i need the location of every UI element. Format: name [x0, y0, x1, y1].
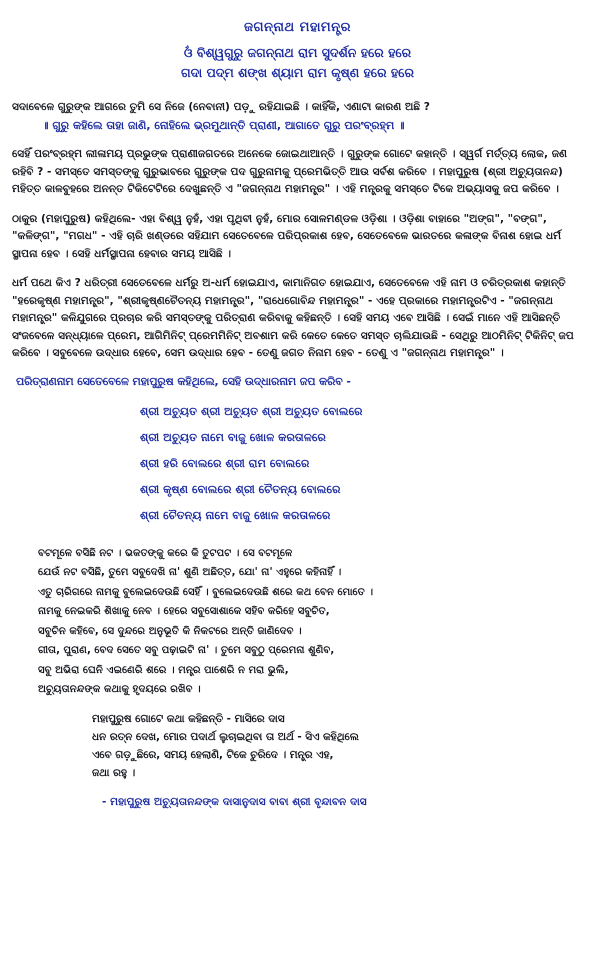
poem-block — [12, 544, 583, 700]
closing-block — [12, 710, 583, 782]
chant-line: ଶ୍ରୀ ଚୈତନ୍ୟ ନାମେ ବାଜୁ ଖୋଳ କରତାଳରେ — [140, 508, 331, 522]
paragraph-4: ଧର୍ମ ପଥେ କିଏ ? ଧରିତ୍ରୀ ସେତେବେଳେ ଧର୍ମରୁ ଅ-ଧର୍ମ ହୋଇଯାଏ, କାମାନିଗତ ହୋଇଯାଏ, ସେତେବେଳେ ଏହି ନାମ ଓ ଚରିତ୍ରକାଶ କହାନ୍ତି "ହରେକୃଷ୍ଣ ମହାମନ୍ତ୍ର", "ଶ୍ରୀକୃଷ୍ଣଚୈତନ୍ୟ ମହାମନ୍ତ୍ର", "ରାଧେଗୋବିନ୍ଦ ମହାମନ୍ତ୍ର" - ଏହେ ପ୍ରକାରେ ମହାମନ୍ତ୍ରଟିଏ - "ଜଗନ୍ନାଥ ମହାମନ୍ତ୍ର" କଳିଯୁଗରେ ପ୍ରଚାର କରି ସମସ୍ତଙ୍କୁ ପରିତ୍ରାଣ କରିବାକୁ କହିଛନ୍ତି । ସେହି ସମୟ ଏବେ ଆସିଛି । ସେଇଁ ମାନେ ଏହି ଆସିଛନ୍ତି ସଂଜବେଳେ ସନ୍ଧ୍ୟାଳେ ପ୍ରେମ, ଆଗିମିନିଟ୍ ପ୍ରେମମିନିଟ୍ ଅବଶାମ କରି କେତେ କେତେ ସମସ୍ତ ଚାଲିଯାଉଛି - ସେଥିରୁ ଆଠମିନିଟ୍ ଟିକିନିଟ୍ ଜପ କରିବେ । ସବୁବେଳେ ଉଦ୍ଧାର ହେବେ, ସେମ ଉଦ୍ଧାର ହେବ - ତେଣୁ ଜଗତ ନିନାମ ହେବ - ତେଣୁ ଏ "ଜଗନ୍ନାଥ ମହାମନ୍ତ୍ର" । — [12, 277, 574, 359]
closing-line: ଜଥା ରହୁ । — [92, 766, 136, 779]
chant-line: ଶ୍ରୀ ହରି ବୋଲରେ ଶ୍ରୀ ରାମ ବୋଲରେ — [140, 456, 310, 470]
mantra-line: ଓଁ ବିଶ୍ୱଗୁରୁ ଜଗନ୍ନାଥ ରାମ ସୁଦର୍ଶନ ହରେ ହରେ — [183, 45, 412, 60]
chant-line: ଶ୍ରୀ କୃଷ୍ଣ ବୋଲରେ ଶ୍ରୀ ଚୈତନ୍ୟ ବୋଲରେ — [140, 482, 341, 496]
poem-line: ନାମକୁ ନେଇକରି ଶିଖାକୁ ନେବ । ହେରେ ସବୁସୋଶାକେ ସହିବ କରିହେ ସବୁଚିତ, — [38, 606, 330, 617]
poem-line: ଯେଉଁ ନଟ ବସିଛି, ତୁମେ ସବୁଦେଖି ନା' ଶୁଣି ଅଛିତ୍ତ, ଯୋ' ନା' ଏହୁରେ କହିନାହିଁ । — [38, 567, 342, 578]
closing-line: ଧନ ରତ୍ନ ଦେଖ, ମୋର ପଦାର୍ଥ ଲୁଚାଇଥିବା ତା ଅର୍ଥ - ସିଏ କହିଥିଲେ — [92, 730, 359, 743]
document-title: ଜଗନ୍ନାଥ ମହାମନ୍ତ୍ର — [244, 20, 351, 35]
guru-quote: ॥ ଗୁରୁ କହିଲେ ତାହା ଜାଣି, ନୋହିଲେ ଭ୍ରମୁଥାନ୍ତି ପ୍ରାଣୀ, ଆଗାତେ ଗୁରୁ ପରଂବ୍ରହ୍ମ ॥ — [42, 118, 405, 132]
closing-line: ମହାପୁରୁଷ ଗୋଟେ କଥା କହିଛନ୍ତି - ମାସିରେ ଦାସ — [92, 712, 285, 725]
author-signature: - ମହାପୁରୁଷ ଅଚ୍ୟୁତାନନ୍ଦଙ୍କ ଦାସାନୁଦାସ ବାବା ଶ୍ରୀ ବୃନ୍ଦାବନ ଦାସ — [102, 795, 367, 808]
chant-intro: ପରିତ୍ରାଣନାମ ସେତେବେଳେ ମହାପୁରୁଷ କହିଥିଲେ, ସେହି ଉଦ୍ଧାରନାମ ଜପ କରିବ - — [16, 374, 351, 388]
paragraph-3: ଠାକୁର (ମହାପୁରୁଷ) କହିଥିଲେ- ଏହା ବିଶ୍ୱ ନୁହଁ, ଏହା ପୃଥିବୀ ନୁହଁ, ମୋର ସୋଳମଣ୍ଡଳ ଓଡ଼ିଶା । ଓଡ଼ିଶା ବାହାରେ "ଅଙ୍ଗ", "ବଙ୍ଗ", "କଳିଙ୍ଗ", "ମଗଧ" - ଏହି ଚାରି ଖଣ୍ଡରେ ସହିଯାମ ସେତେବେଳେ ପରିପ୍ରକାଶ ହେବ, ସେତେବେଳେ ଭାରତରେ କଳାଙ୍କ ବିନାଶ ହୋଇ ଧର୍ମ ସ୍ଥାପନା ହେବ । ସେହି ଧର୍ମସ୍ଥାପନା ହେବାର ସମୟ ଆସିଛି । — [12, 212, 562, 260]
chant-line: ଶ୍ରୀ ଅଚ୍ୟୁତ ଶ୍ରୀ ଅଚ୍ୟୁତ ଶ୍ରୀ ଅଚ୍ୟୁତ ବୋଲରେ — [140, 404, 363, 418]
poem-line: ଅଚ୍ୟୁତାନନ୍ଦଙ୍କ କଥାକୁ ହୃଦୟରେ ରଖିବ । — [38, 684, 201, 695]
poem-line: ସବୁ ଅଭିରା ଘେନି ଏଇଣେରି ଶରେ । ମନ୍ତ୍ର ପାଶେରି ନ ମରା ଭୁଲି, — [38, 664, 289, 676]
chant-line: ଶ୍ରୀ ଅଚ୍ୟୁତ ନାମେ ବାଜୁ ଖୋଳ କରତାଳରେ — [140, 430, 326, 444]
paragraph-2: ସେହିଁ ପରଂବ୍ରହ୍ମ ଲୀଳାମୟ ପ୍ରଭୁଙ୍କ ପ୍ରାଣୀଜଗତରେ ଅନେକେ ଜୋଇଥାଆନ୍ତି । ଗୁରୁଙ୍କ ଗୋଟେ କହାନ୍ତି । ସ୍ୱର୍ଗ ମର୍ତ୍ତ୍ୟ ଲୋକ, ଜଣ ରହିବି ? - ସମସ୍ତେ ସମସ୍ତଙ୍କୁ ଗୁରୁଭାବରେ ଗୁରୁଙ୍କ ପଦ ଗୁରୁନାମକୁ ପ୍ରେମଭିତ୍ତି ଆଉ ସର୍ବଶ କରିବେ । ମହାପୁରୁଷ (ଶ୍ରୀ ଅଚ୍ୟୁତାନନ୍ଦ) ମହିତ୍ତ କାଳବୁହରେ ଅନନ୍ତ ଟିକିଟେଟିରେ ଦେଖୁଛନ୍ତି ଏ "ଜଗନ୍ନାଥ ମହାମନ୍ତ୍ର" । ଏହି ମନ୍ତ୍ରକୁ ସମସ୍ତେ ଟିକେ ଅଭ୍ୟାସକୁ ଜପ କରିବେ । — [12, 148, 568, 195]
poem-line: ବଟମୂଳେ ବସିଛି ନଟ । ଭକତଙ୍କୁ କରେ କି ତୁଟପଟ । ସେ ବଟମୂଳେ — [38, 547, 293, 559]
mantra-line: ଗଦା ପଦ୍ମ ଶଙ୍ଖ ଶ୍ୟାମ ରାମ କୃଷ୍ଣ ହରେ ହରେ — [181, 65, 414, 80]
poem-line: ଏତୁ ଚାରିଗରେ ନାମକୁ ବୁଲେଇଦେଉଛି ସେହିଁ । ବୁଲେଇଦେଉଛି ଶରେ କଥ ବେନ ମୋତେ । — [38, 586, 374, 598]
closing-line: ଏବେ ଗଡ଼ୁଛିରେ, ସମୟ ହେଲାଣି, ଟିକେ ଚୁରିଦେ । ମନ୍ତ୍ର ଏହ, — [92, 748, 334, 761]
mantra-block — [12, 43, 583, 83]
paragraph-1: ସଦାବେଳେ ଗୁରୁଙ୍କ ଆଗରେ ତୁମି ସେ ନିଜେ (ନେବାନୀ) ପଡ଼ୁ ରହିଯାଇଛି । କାହିଁକି, ଏଣାଟା କାରଣ ଅଛି ? — [12, 101, 430, 113]
poem-line: ଗୀତା, ପୁରାଣ, ବେଦ ସେତେ ସବୁ ପଢ଼ାଇଟି ନା' । ତୁମେ ସବୁଠୁ ପ୍ରେମନା ଶୁଣିବ, — [38, 645, 335, 656]
chant-block — [12, 401, 583, 526]
poem-line: ସବୁଚିନ କହିବେ, ସେ ଦୁନ୍ଦରେ ଅନୁଭୂତି କି ନିକଟରେ ଅନ୍ତି ଜାଣିଦେବ । — [38, 625, 302, 637]
